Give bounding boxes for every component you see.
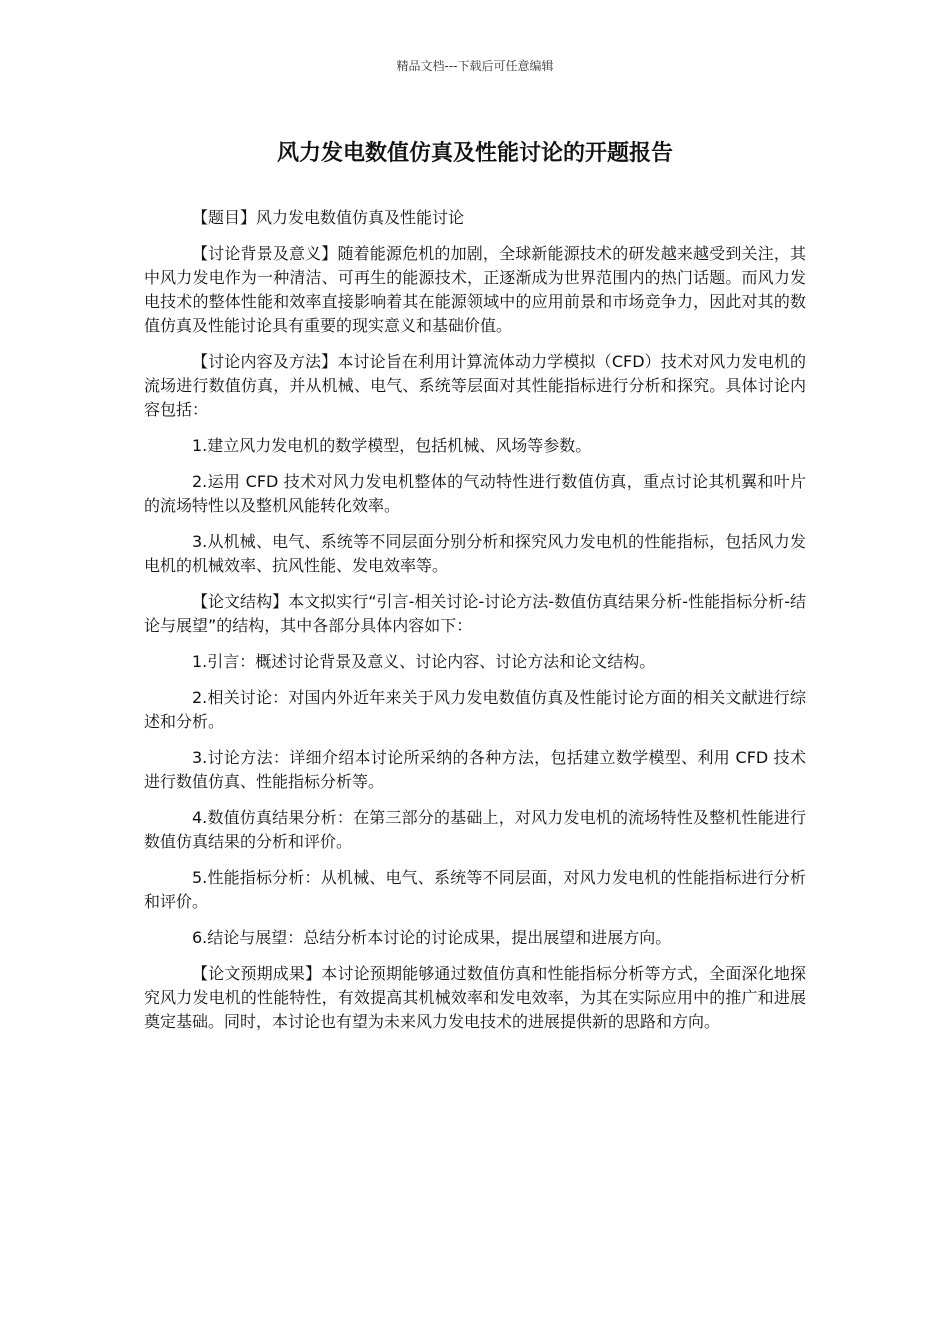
document-title: 风力发电数值仿真及性能讨论的开题报告 bbox=[276, 141, 673, 166]
list-item-content-2: 2.运用 CFD 技术对风力发电机整体的气动特性进行数值仿真，重点讨论其机翼和叶片的流场特性以及整机风能转化效率。 bbox=[144, 472, 806, 515]
paragraph-expected-results: 【论文预期成果】本讨论预期能够通过数值仿真和性能指标分析等方式，全面深化地探究风力发电机的性能特性，有效提高其机械效率和发电效率，为其在实际应用中的推广和进展奠定基础。同时，本讨论也有望为未来风力发电技术的进展提供新的思路和方向。 bbox=[144, 964, 806, 1031]
list-item-structure-4: 4.数值仿真结果分析：在第三部分的基础上，对风力发电机的流场特性及整机性能进行数值仿真结果的分析和评价。 bbox=[144, 808, 806, 851]
paragraph-background: 【讨论背景及意义】随着能源危机的加剧，全球新能源技术的研发越来越受到关注，其中风力发电作为一种清洁、可再生的能源技术，正逐渐成为世界范围内的热门话题。而风力发电技术的整体性能和效率直接影响着其在能源领域中的应用前景和市场竞争力，因此对其的数值仿真及性能讨论具有重要的现实意义和基础价值。 bbox=[144, 244, 806, 335]
header-note: 精品文档---下载后可任意编辑 bbox=[396, 59, 554, 73]
list-item-content-1: 1.建立风力发电机的数学模型，包括机械、风场等参数。 bbox=[192, 436, 592, 455]
list-item-structure-1: 1.引言：概述讨论背景及意义、讨论内容、讨论方法和论文结构。 bbox=[192, 652, 656, 671]
list-item-structure-3: 3.讨论方法：详细介绍本讨论所采纳的各种方法，包括建立数学模型、利用 CFD 技术进行数值仿真、性能指标分析等。 bbox=[144, 748, 806, 791]
paragraph-topic: 【题目】风力发电数值仿真及性能讨论 bbox=[192, 208, 465, 227]
paragraph-content-methods: 【讨论内容及方法】本讨论旨在利用计算流体动力学模拟（CFD）技术对风力发电机的流场进行数值仿真，并从机械、电气、系统等层面对其性能指标进行分析和探究。具体讨论内容包括： bbox=[144, 352, 806, 419]
list-item-structure-5: 5.性能指标分析：从机械、电气、系统等不同层面，对风力发电机的性能指标进行分析和评价。 bbox=[144, 868, 806, 911]
document-body bbox=[144, 206, 806, 1046]
list-item-content-3: 3.从机械、电气、系统等不同层面分别分析和探究风力发电机的性能指标，包括风力发电机的机械效率、抗风性能、发电效率等。 bbox=[144, 532, 806, 575]
paragraph-structure: 【论文结构】本文拟实行“引言-相关讨论-讨论方法-数值仿真结果分析-性能指标分析-结论与展望”的结构，其中各部分具体内容如下： bbox=[144, 592, 806, 635]
list-item-structure-6: 6.结论与展望：总结分析本讨论的讨论成果，提出展望和进展方向。 bbox=[192, 928, 672, 947]
list-item-structure-2: 2.相关讨论：对国内外近年来关于风力发电数值仿真及性能讨论方面的相关文献进行综述和分析。 bbox=[144, 688, 806, 731]
